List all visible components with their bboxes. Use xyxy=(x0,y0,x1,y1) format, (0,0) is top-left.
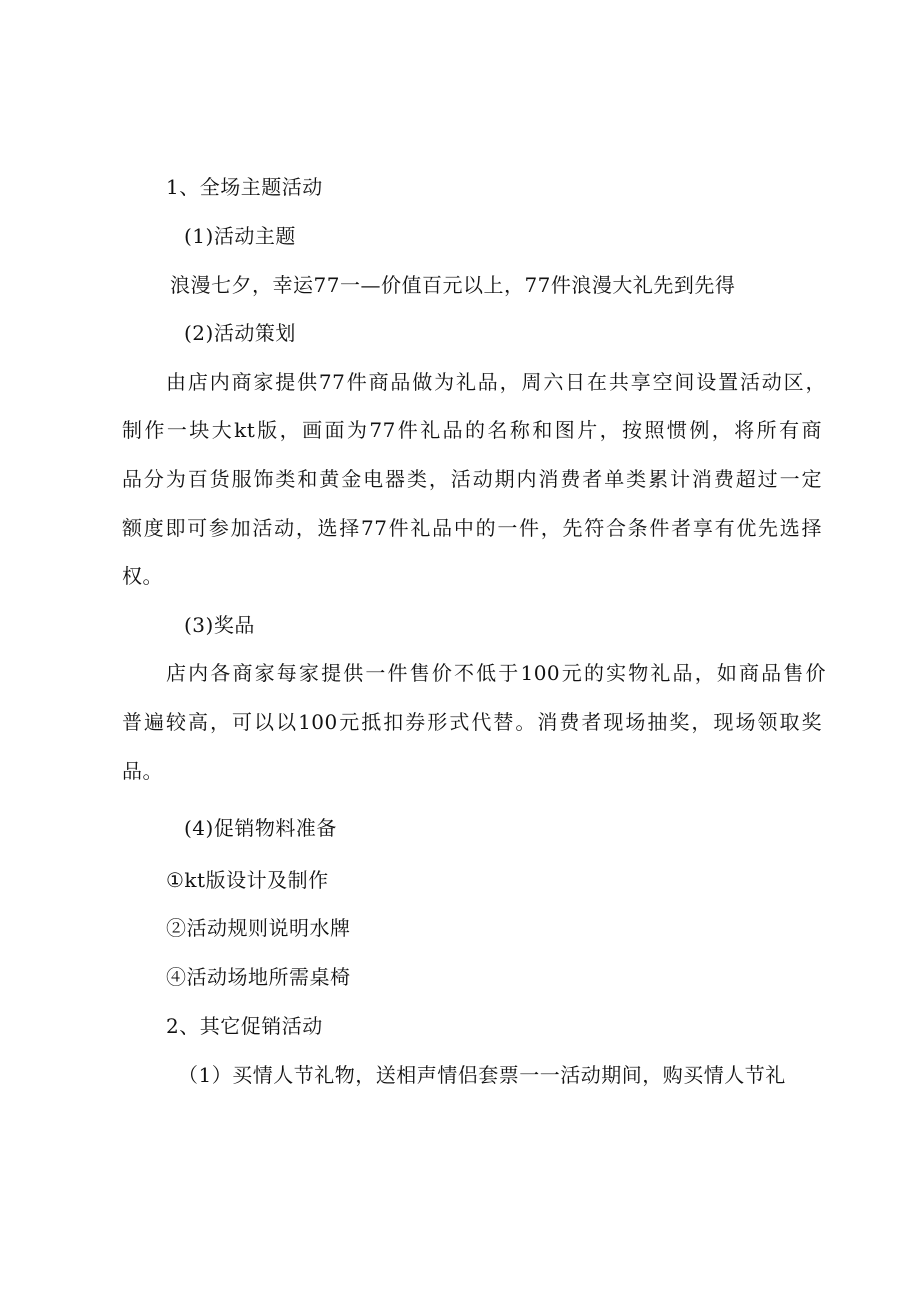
paragraph-prizes-line: 普遍较高，可以以100元抵扣券形式代替。消费者现场抽奖，现场领取奖 xyxy=(122,710,822,734)
section-heading-2: 2、其它促销活动 xyxy=(166,1014,323,1038)
paragraph-prizes-line: 店内各商家每家提供一件售价不低于100元的实物礼品，如商品售价 xyxy=(166,661,826,685)
paragraph-plan-line: 制作一块大kt版，画面为77件礼品的名称和图片，按照惯例，将所有商 xyxy=(122,418,822,442)
section-heading-1: 1、全场主题活动 xyxy=(166,175,323,199)
list-item-tables-chairs: ④活动场地所需桌椅 xyxy=(166,965,351,989)
list-item-kt-board: ①kt版设计及制作 xyxy=(166,868,329,892)
subheading-activity-plan: (2)活动策划 xyxy=(184,321,296,345)
subheading-activity-theme: (1)活动主题 xyxy=(184,224,296,248)
paragraph-prizes-line: 品。 xyxy=(122,759,163,783)
subheading-prizes: (3)奖品 xyxy=(184,613,255,637)
paragraph-other-promotions: （1）买情人节礼物，送相声情侣套票一一活动期间，购买情人节礼 xyxy=(178,1063,786,1087)
paragraph-theme: 浪漫七夕，幸运77一—价值百元以上，77件浪漫大礼先到先得 xyxy=(170,273,736,297)
subheading-materials: (4)促销物料准备 xyxy=(184,816,337,840)
list-item-rule-sign: ②活动规则说明水牌 xyxy=(166,916,351,940)
paragraph-plan-line: 由店内商家提供77件商品做为礼品，周六日在共享空间设置活动区， xyxy=(166,370,826,394)
paragraph-plan-line: 品分为百货服饰类和黄金电器类，活动期内消费者单类累计消费超过一定 xyxy=(122,467,822,491)
paragraph-plan-line: 额度即可参加活动，选择77件礼品中的一件，先符合条件者享有优先选择 xyxy=(122,516,822,540)
paragraph-plan-line: 权。 xyxy=(122,564,163,588)
